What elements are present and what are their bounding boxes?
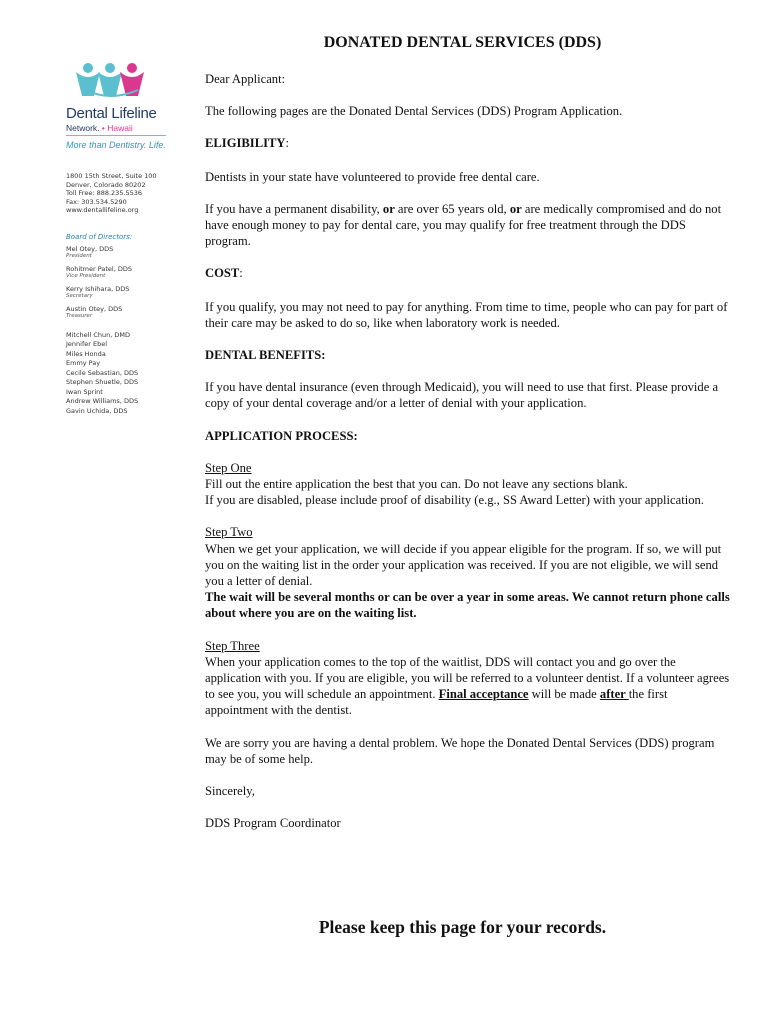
board-officer: Kerry Ishihara, DDS Secretary [66, 284, 130, 299]
logo-tagline: More than Dentistry. Life. [66, 140, 166, 150]
step-three-text: When your application comes to the top of the waitlist, DDS will contact you and go over the application with you. If you are eligible, you will be referred to a volunteer dentist. If a volunteer agrees to see you, you will schedule an appointment. Final acceptance will be made after the first appointment with the dentist. [205, 654, 730, 718]
eligibility-heading: ELIGIBILITY: [205, 136, 289, 151]
board-officer: Rohitmer Patel, DDS Vice President [66, 264, 132, 279]
board-members: Mitchell Chun, DMD Jennifer Ebel Miles Honda Emmy Pay Cecile Sebastian, DDS Stephen Shuetle, DDS Iwan Sprint Andrew Williams, DDS Gavin Uchida, DDS [66, 330, 139, 415]
step-one-line-1: Fill out the entire application the best that you can. Do not leave any sections blank. [205, 477, 628, 492]
cost-paragraph: If you qualify, you may not need to pay for anything. From time to time, people who can pay for part of their care may be asked to do so, like when laboratory work is needed. [205, 299, 728, 330]
process-heading: APPLICATION PROCESS: [205, 428, 358, 443]
step-two-text: When we get your application, we will decide if you appear eligible for the program. If so, we will put you on the waiting list in the order your application was received. If you are not eligible, we will send you a letter of denial. [205, 541, 722, 589]
benefits-paragraph: If you have dental insurance (even through Medicaid), you will need to use that first. Please provide a copy of your dental coverage and/or a letter of denial with your application. [205, 380, 719, 411]
logo-network: Network. • Hawaii [66, 123, 133, 133]
step-two-bold-note: The wait will be several months or can be over a year in some areas. We cannot return phone calls about where you are on the waiting list. [205, 590, 730, 621]
step-one-line-2: If you are disabled, please include proof of disability (e.g., SS Award Letter) with your application. [205, 493, 704, 508]
address-block: 1800 15th Street, Suite 100 Denver, Colorado 80202 Toll Free: 888.235.5536 Fax: 303.534.5290 www.dentallifeline.org [66, 172, 157, 214]
closing-paragraph: We are sorry you are having a dental problem. We hope the Donated Dental Services (DDS) program may be of some help. [205, 735, 715, 766]
page-title: DONATED DENTAL SERVICES (DDS) [323, 34, 602, 51]
intro-paragraph: The following pages are the Donated Dental Services (DDS) Program Application. [205, 104, 623, 119]
signature: DDS Program Coordinator [205, 816, 341, 831]
salutation: Dear Applicant: [205, 72, 286, 86]
letter-body [205, 71, 730, 832]
logo-name: Dental Lifeline [66, 105, 157, 122]
step-two-label: Step Two [205, 525, 253, 540]
records-footer: Please keep this page for your records. [318, 917, 607, 937]
eligibility-paragraph-2: If you have a permanent disability, or are over 65 years old, or are medically compromised and do not have enough money to pay for dental care, you may qualify for free treatment through the DDS program. [205, 201, 722, 249]
eligibility-paragraph-1: Dentists in your state have volunteered to provide free dental care. [205, 169, 540, 184]
benefits-heading: DENTAL BENEFITS: [205, 348, 326, 363]
letterhead-sidebar [66, 60, 191, 416]
board-heading: Board of Directors: [66, 232, 133, 241]
logo-figures-icon [74, 60, 164, 100]
board-officer: Austin Otey, DDS Treasurer [66, 304, 123, 319]
logo-divider [66, 135, 166, 136]
board-officer: Mel Otey, DDS President [66, 244, 114, 259]
step-one-label: Step One [205, 460, 252, 475]
cost-heading: COST: [205, 266, 243, 281]
step-three-label: Step Three [205, 638, 260, 653]
sign-off: Sincerely, [205, 784, 255, 799]
